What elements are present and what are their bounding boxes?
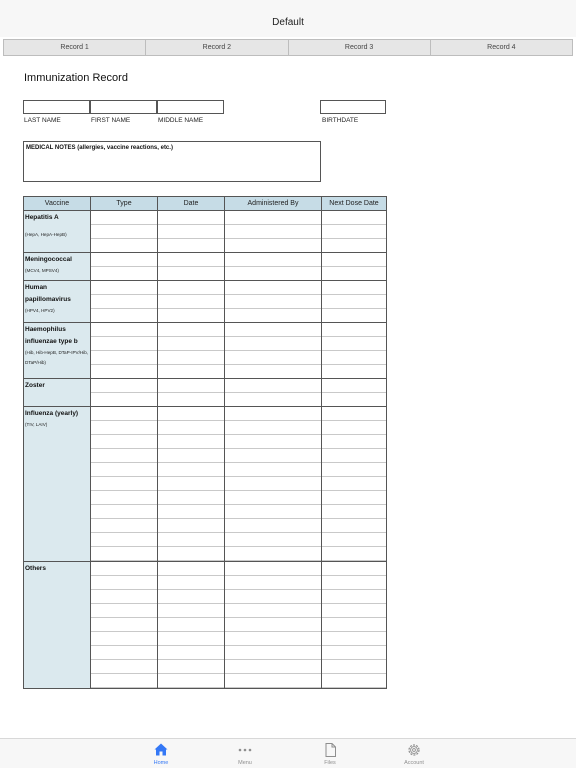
administered-by-cell[interactable]: [225, 323, 322, 379]
document-title: Immunization Record: [24, 72, 128, 84]
record-tab-2[interactable]: Record 2: [146, 40, 288, 55]
header-administered-by: Administered By: [225, 197, 322, 211]
tab-label: Menu: [238, 760, 252, 766]
header-type: Type: [91, 197, 158, 211]
next-dose-date-cell[interactable]: [322, 562, 387, 689]
date-cell[interactable]: [158, 407, 225, 562]
middle-name-label: MIDDLE NAME: [158, 117, 204, 124]
table-row: [24, 281, 387, 323]
vaccine-name: Hepatitis A: [25, 214, 59, 221]
last-name-field[interactable]: [23, 100, 90, 114]
record-segmented-control: [3, 39, 573, 56]
ellipsis-icon: [215, 741, 275, 758]
administered-by-cell[interactable]: [225, 562, 322, 689]
record-tab-4[interactable]: Record 4: [487, 44, 516, 51]
birthdate-label: BIRTHDATE: [322, 117, 359, 124]
type-cell[interactable]: [91, 323, 158, 379]
table-row: [24, 253, 387, 281]
next-dose-date-cell[interactable]: [322, 407, 387, 562]
record-tab-3[interactable]: Record 3: [289, 40, 431, 55]
page-title: Default: [272, 17, 304, 28]
header-vaccine: Vaccine: [24, 197, 91, 211]
vaccine-name: Influenza (yearly): [25, 410, 79, 417]
administered-by-cell[interactable]: [225, 379, 322, 407]
tab-bar: [0, 738, 576, 768]
tab-label: Files: [324, 760, 336, 766]
record-tab-1[interactable]: Record 1: [4, 40, 146, 55]
type-cell[interactable]: [91, 253, 158, 281]
type-cell[interactable]: [91, 562, 158, 689]
last-name-label: LAST NAME: [24, 117, 61, 124]
table-row: [24, 211, 387, 253]
date-cell[interactable]: [158, 562, 225, 689]
vaccine-types: (HPV4, HPV2): [25, 308, 55, 313]
table-row: [24, 379, 387, 407]
administered-by-cell[interactable]: [225, 281, 322, 323]
date-cell[interactable]: [158, 253, 225, 281]
tab-label: Home: [153, 760, 169, 766]
medical-notes-field[interactable]: [23, 141, 321, 182]
date-cell[interactable]: [158, 211, 225, 253]
file-icon: [300, 741, 360, 758]
vaccine-types: (Hib, Hib-HepB, DTaP-IPV/Hib, DTaP/Hib): [25, 350, 89, 365]
gear-icon: [384, 741, 444, 758]
type-cell[interactable]: [91, 379, 158, 407]
next-dose-date-cell[interactable]: [322, 281, 387, 323]
vaccine-types: (HepA, HepA-HepB): [25, 232, 67, 237]
vaccine-cell: [24, 379, 91, 407]
vaccine-types: (MCV4, MPSV4): [25, 268, 59, 273]
vaccine-name: Zoster: [25, 382, 45, 389]
tab-account[interactable]: [384, 741, 444, 766]
first-name-field[interactable]: [90, 100, 157, 114]
vaccine-cell: [24, 211, 91, 253]
vaccine-types: (TIV, LAIV): [25, 422, 48, 427]
house-icon: [131, 741, 191, 758]
administered-by-cell[interactable]: [225, 407, 322, 562]
type-cell[interactable]: [91, 211, 158, 253]
vaccine-cell: [24, 253, 91, 281]
tab-home[interactable]: [131, 741, 191, 766]
table-row: [24, 407, 387, 562]
medical-notes-label: MEDICAL NOTES (allergies, vaccine reactions, etc.): [26, 145, 173, 151]
birthdate-field[interactable]: [320, 100, 386, 114]
table-row: [24, 323, 387, 379]
vaccine-name: Meningococcal: [25, 256, 72, 263]
tab-files[interactable]: [300, 741, 360, 766]
vaccine-name: Human papillomavirus: [25, 284, 71, 303]
navigation-bar: [0, 0, 576, 37]
date-cell[interactable]: [158, 281, 225, 323]
date-cell[interactable]: [158, 379, 225, 407]
next-dose-date-cell[interactable]: [322, 323, 387, 379]
header-date: Date: [158, 197, 225, 211]
vaccine-name: Haemophilus influenzae type b: [25, 326, 78, 345]
type-cell[interactable]: [91, 281, 158, 323]
vaccine-name: Others: [25, 565, 46, 572]
vaccine-cell: [24, 281, 91, 323]
type-cell[interactable]: [91, 407, 158, 562]
date-cell[interactable]: [158, 323, 225, 379]
immunization-table: [23, 196, 387, 689]
vaccine-cell: [24, 562, 91, 689]
tab-label: Account: [404, 760, 424, 766]
header-next-dose-date: Next Dose Date: [322, 197, 387, 211]
table-header-row: [24, 197, 387, 211]
vaccine-cell: [24, 323, 91, 379]
vaccine-cell: [24, 407, 91, 562]
table-row: [24, 562, 387, 689]
tab-menu[interactable]: [215, 741, 275, 766]
middle-name-field[interactable]: [157, 100, 224, 114]
next-dose-date-cell[interactable]: [322, 253, 387, 281]
next-dose-date-cell[interactable]: [322, 379, 387, 407]
administered-by-cell[interactable]: [225, 253, 322, 281]
next-dose-date-cell[interactable]: [322, 211, 387, 253]
administered-by-cell[interactable]: [225, 211, 322, 253]
first-name-label: FIRST NAME: [91, 117, 131, 124]
